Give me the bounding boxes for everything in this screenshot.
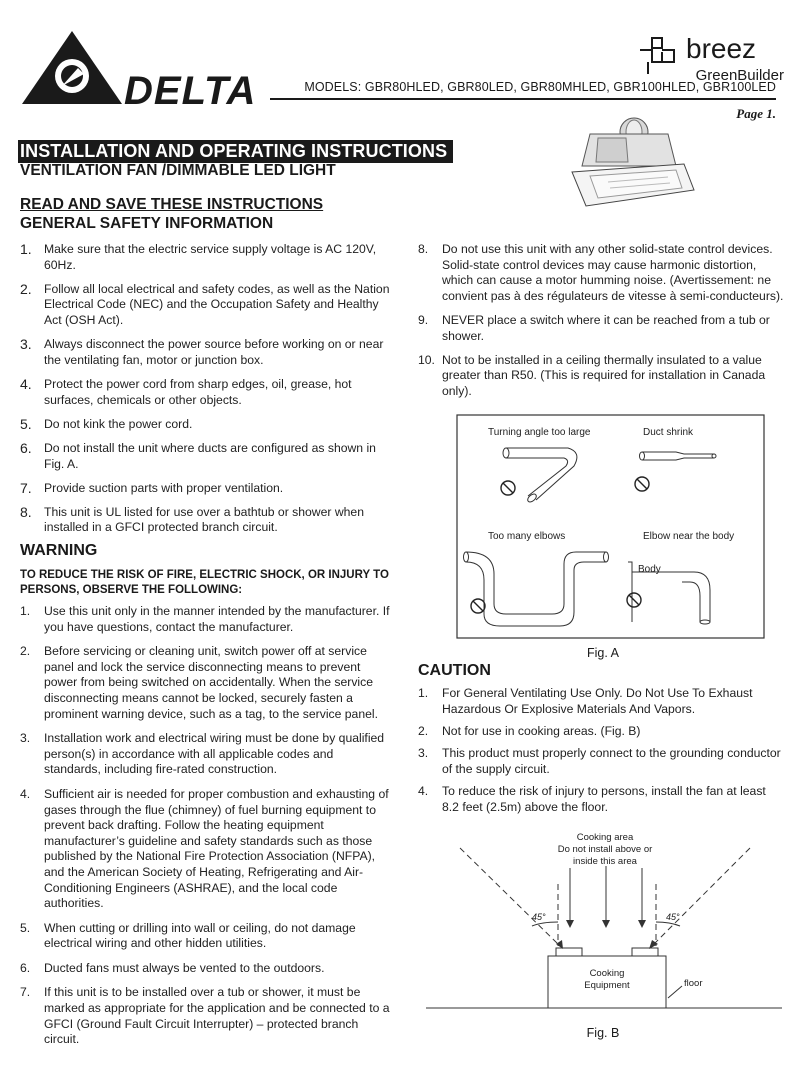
list-item: 5. When cutting or drilling into wall or ceiling, do not damage electrical wiring and other hidden utilities. — [20, 920, 356, 951]
fig-b-equip1: Cooking — [589, 968, 625, 979]
list-item: 10. Not to be installed in a ceiling thermally insulated to a value greater than R50. (This is required for installation in Canada only). — [418, 352, 766, 398]
caution-heading: CAUTION — [418, 662, 491, 679]
fig-b-equip2: Equipment — [584, 980, 630, 991]
figure-b — [420, 826, 788, 1012]
fig-a-label-angle: Turning angle too large — [488, 427, 591, 438]
fig-b-floor: floor — [684, 978, 703, 989]
list-item: 2. Follow all local electrical and safety codes, as well as the Nation Electrical Code (NEC) and the Occupation Safety and Healthy Act (OSH Act). — [20, 280, 390, 327]
fig-b-angle-right: 45° — [666, 912, 680, 922]
fig-a-caption: Fig. A — [587, 646, 619, 660]
subtitle: VENTILATION FAN /DIMMABLE LED LIGHT — [20, 162, 336, 179]
list-item: 8. This unit is UL listed for use over a bathtub or shower when installed in a GFCI protected branch circuit. — [20, 503, 364, 535]
warning-list — [20, 604, 390, 1057]
figure-a — [456, 414, 766, 640]
list-item: 4. Protect the power cord from sharp edges, oil, grease, hot surfaces, chemicals or other objects. — [20, 375, 352, 407]
list-item: 6. Do not install the unit where ducts are configured as shown in Fig. A. — [20, 439, 376, 471]
list-item: 5. Do not kink the power cord. — [20, 415, 193, 432]
fig-a-label-shrink: Duct shrink — [643, 427, 694, 438]
safety-list — [20, 242, 390, 545]
list-item: 3. This product must properly connect to the grounding conductor of the supply circuit. — [418, 746, 781, 776]
general-safety-heading: GENERAL SAFETY INFORMATION — [20, 215, 274, 232]
list-item: 3. Always disconnect the power source before working on or near the ventilating fan, motor or junction box. — [20, 336, 384, 367]
fig-a-label-body: Body — [638, 564, 661, 575]
breez-logo — [636, 28, 786, 84]
list-item: 4. Sufficient air is needed for proper combustion and exhausting of gases through the flue (chimney) of fuel burning equipment to prevent back drafting. Follow the heating equipment manufacturer’s guideline and safety standards such as those published by the National Fire Protection Association (NFPA), and the American Society of Heating, Refrigerating and Air-Conditioning Engineers (ASHRAE), and the local code authorities. — [20, 786, 389, 911]
list-item: 4. To reduce the risk of injury to persons, install the fan at least 8.2 feet (2.5m) above the floor. — [418, 784, 766, 814]
list-item: 2. Not for use in cooking areas. (Fig. B) — [418, 723, 641, 738]
read-save-heading: READ AND SAVE THESE INSTRUCTIONS — [20, 196, 324, 213]
list-item: 6. Ducted fans must always be vented to the outdoors. — [20, 960, 325, 975]
list-item: 7. If this unit is to be installed over a tub or shower, it must be marked as appropriate for the application and be connected to a GFCI (Ground Fault Circuit Interrupter) – protected branch circuit. — [20, 985, 390, 1047]
list-item: 3. Installation work and electrical wiring must be done by qualified person(s) in accordance with all applicable codes and standards, including fire-rated construction. — [20, 731, 385, 777]
warning-subheading: TO REDUCE THE RISK OF FIRE, ELECTRIC SHOCK, OR INJURY TO PERSONS, OBSERVE THE FOLLOWING: — [20, 569, 389, 596]
delta-logo — [18, 28, 268, 108]
list-item: 1. Make sure that the electric service supply voltage is AC 120V, 60Hz. — [20, 241, 377, 272]
list-item: 1. Use this unit only in the manner intended by the manufacturer. If you have questions, contact the manufacturer. — [20, 604, 390, 634]
safety-list-continued — [418, 242, 784, 408]
fig-a-label-elbow-body: Elbow near the body — [643, 531, 735, 542]
list-item: 1. For General Ventilating Use Only. Do Not Use To Exhaust Hazardous Or Explosive Materials And Vapors. — [418, 686, 753, 716]
fig-b-line1: Cooking area — [576, 832, 634, 843]
fig-b-angle-left: 45° — [532, 912, 546, 922]
page-number: Page 1. — [736, 106, 776, 121]
list-item: 9. NEVER place a switch where it can be reached from a tub or shower. — [418, 312, 770, 343]
product-image — [568, 116, 696, 210]
list-item: 7. Provide suction parts with proper ventilation. — [20, 479, 284, 496]
fig-a-label-elbows: Too many elbows — [488, 531, 566, 542]
header-rule — [270, 98, 776, 100]
fig-b-line3: inside this area — [573, 856, 637, 867]
list-item: 8. Do not use this unit with any other solid-state control devices. Solid-state control devices may cause harmonic distortion, which can cause a motor humming noise. (Avertissement: ne convient pas à des régulateurs de vitesse à semi-conducteurs). — [418, 242, 784, 303]
fig-b-caption: Fig. B — [586, 1026, 620, 1040]
brand-text: DELTA — [124, 69, 257, 108]
main-title: INSTALLATION AND OPERATING INSTRUCTIONS — [18, 140, 453, 163]
breez-tagline: GreenBuilder — [695, 67, 784, 84]
list-item: 2. Before servicing or cleaning unit, switch power off at service panel and lock the service disconnecting means to prevent power from being switched on accidentally. When the service disconnecting means cannot be locked, securely fasten a prominent warning device, such as a tag, to the service panel. — [20, 644, 378, 721]
caution-list — [418, 686, 784, 822]
fig-b-line2: Do not install above or — [557, 844, 653, 855]
breez-text: breez — [686, 33, 757, 64]
warning-heading: WARNING — [20, 542, 98, 559]
models-line: MODELS: GBR80HLED, GBR80LED, GBR80MHLED, GBR100HLED, GBR100LED — [304, 80, 776, 94]
